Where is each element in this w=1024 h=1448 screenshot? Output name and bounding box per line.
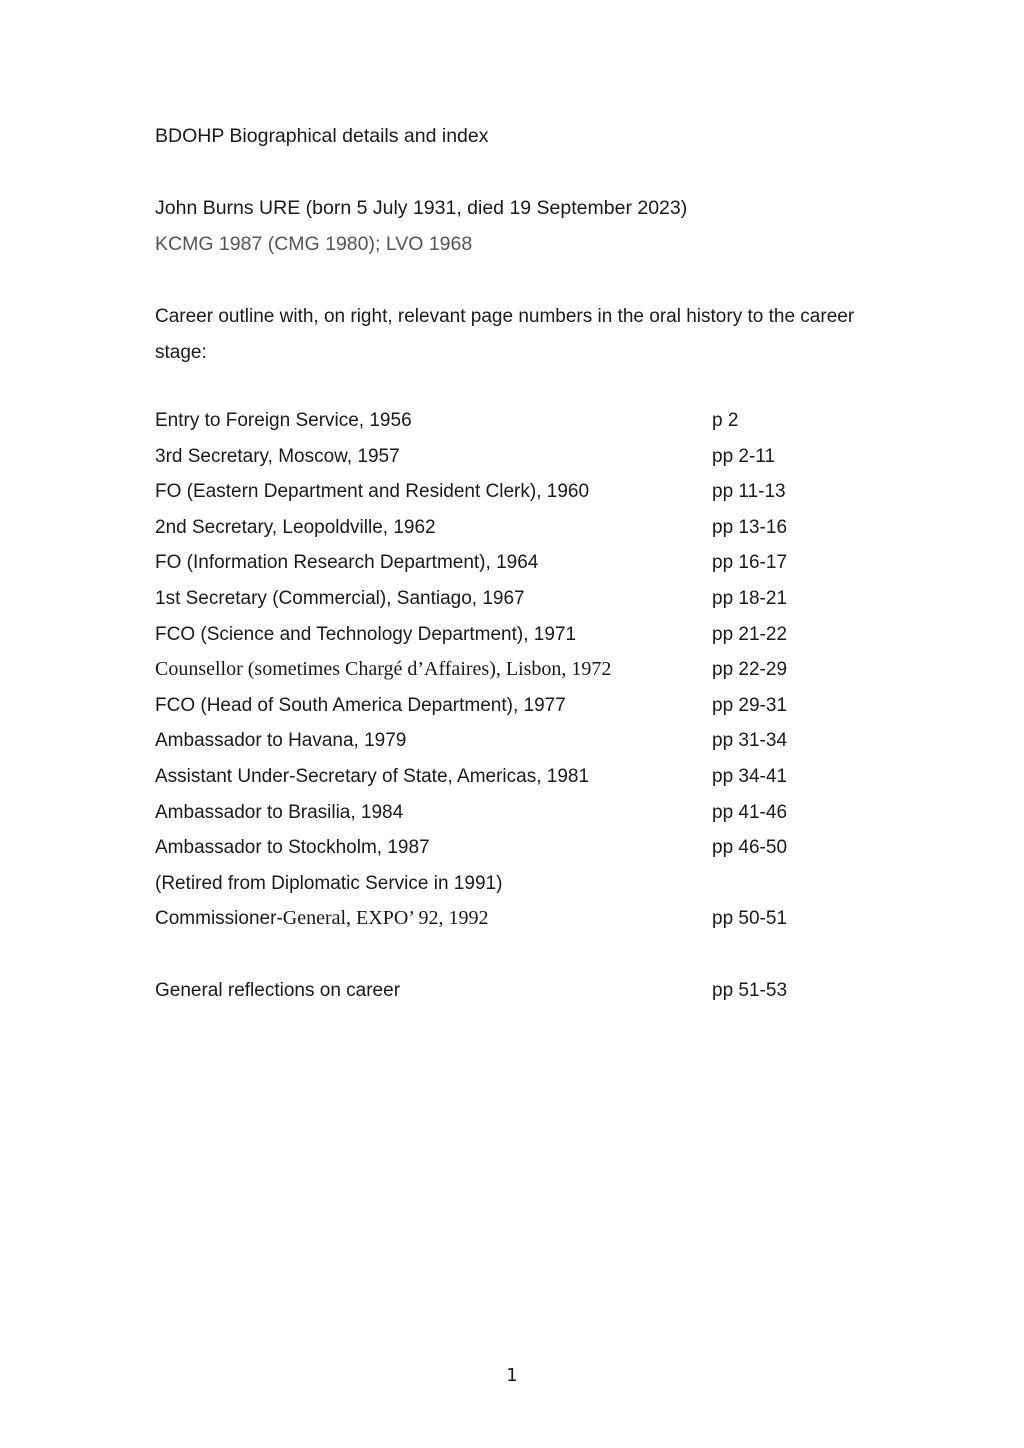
career-page-ref: pp 22-29 [712, 659, 788, 681]
career-row [155, 617, 855, 653]
career-row [155, 901, 855, 937]
career-page-ref: pp 41-46 [712, 801, 788, 823]
career-page-ref: pp 29-31 [712, 694, 788, 716]
career-stage: FCO (Science and Technology Department), 1971 [155, 623, 577, 645]
career-page-ref: pp 34-41 [712, 765, 788, 787]
career-row [155, 510, 855, 546]
career-row [155, 688, 855, 724]
career-stage: FO (Information Research Department), 1964 [155, 552, 539, 574]
career-row [155, 581, 855, 617]
career-row [155, 545, 855, 581]
career-stage: Entry to Foreign Service, 1956 [155, 410, 412, 431]
career-outline-list [155, 403, 855, 937]
career-stage: 3rd Secretary, Moscow, 1957 [155, 445, 400, 467]
career-stage: Ambassador to Brasilia, 1984 [155, 801, 404, 823]
career-page-ref: pp 18-21 [712, 587, 788, 609]
career-row [155, 723, 855, 759]
career-row [155, 474, 855, 510]
document-title: BDOHP Biographical details and index [155, 125, 489, 147]
reflections-page-ref: pp 51-53 [712, 980, 788, 1001]
career-stage-part: Commissioner- [155, 908, 283, 930]
career-row [155, 652, 855, 688]
general-reflections-row [155, 973, 855, 1009]
biography-name-line: John Burns URE (born 5 July 1931, died 19 September 2023) [155, 197, 688, 219]
career-stage: FO (Eastern Department and Resident Clerk), 1960 [155, 481, 590, 503]
career-page-ref: pp 31-34 [712, 730, 788, 752]
career-stage: Ambassador to Havana, 1979 [155, 730, 407, 752]
career-stage: Counsellor (sometimes Chargé d’Affaires), Lisbon, 1972 [155, 658, 612, 681]
career-stage: 1st Secretary (Commercial), Santiago, 1967 [155, 587, 525, 609]
career-row [155, 403, 855, 439]
career-row [155, 830, 855, 866]
career-page-ref: pp 16-17 [712, 552, 788, 574]
career-page-ref: pp 13-16 [712, 516, 788, 538]
career-page-ref: pp 11-13 [712, 481, 786, 503]
career-page-ref: pp 50-51 [712, 908, 788, 930]
career-page-ref: pp 21-22 [712, 623, 788, 645]
career-intro-paragraph: Career outline with, on right, relevant page numbers in the oral history to the career stage: [155, 306, 855, 363]
career-stage: 2nd Secretary, Leopoldville, 1962 [155, 516, 436, 538]
honours-line: KCMG 1987 (CMG 1980); LVO 1968 [155, 233, 473, 255]
career-stage-part: General, EXPO’ 92, 1992 [282, 907, 489, 930]
career-row [155, 439, 855, 475]
career-page-ref: pp 46-50 [712, 837, 788, 859]
career-row [155, 866, 855, 902]
career-page-ref: pp 2-11 [712, 445, 776, 467]
career-stage: Ambassador to Stockholm, 1987 [155, 837, 430, 859]
reflections-label: General reflections on career [155, 980, 401, 1001]
career-row [155, 759, 855, 795]
career-page-ref: p 2 [712, 410, 739, 431]
career-row [155, 795, 855, 831]
page-number: 1 [506, 1365, 518, 1386]
career-stage: FCO (Head of South America Department), 1977 [155, 694, 566, 716]
career-stage [155, 901, 488, 937]
career-stage: (Retired from Diplomatic Service in 1991) [155, 872, 503, 894]
career-stage: Assistant Under-Secretary of State, Americas, 1981 [155, 765, 590, 787]
